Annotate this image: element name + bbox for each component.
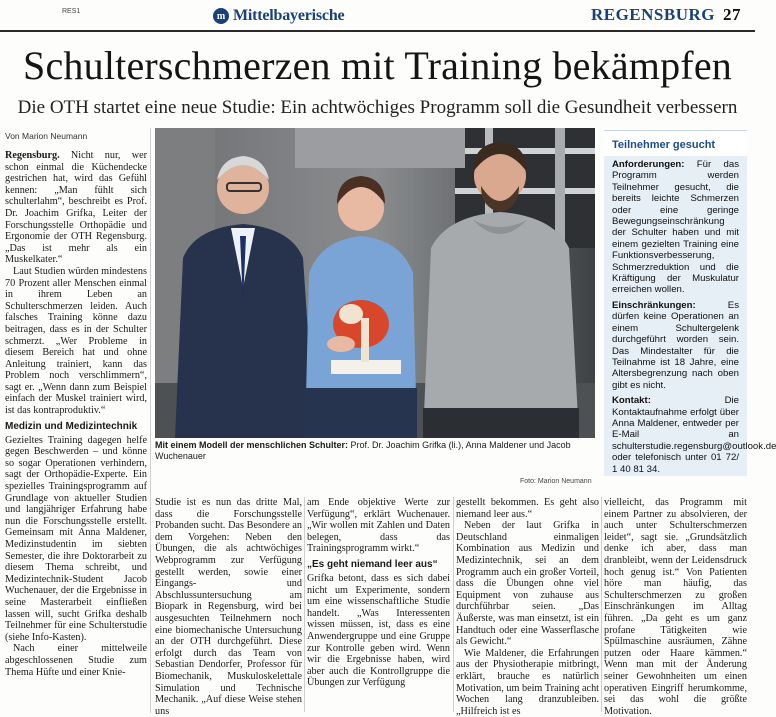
ressort-name: REGENSBURG — [590, 5, 715, 24]
subheadline: Die OTH startet eine neue Studie: Ein achtwöchiges Programm soll die Gesundheit verbessern — [17, 97, 738, 118]
paragraph: vielleicht, das Programm mit einem Partner zu absolvieren, der auch unter Schulterschmerzen leidet“, sagt sie. „Grundsätzlich denke ich aber, dass man dranbleibt, wenn der Leidensdruck hoch genug ist.“ Von Patienten höre man häufig, das Schulterschmerzen zu großen Einschränkungen im Alltag führen. „Da geht es um ganz profane Tätigkeiten wie Spülmaschine ausräumen, Zähne putzen oder Haare kämmen.“ Wenn man mit der Änderung seiner Gewohnheiten um einen operativen Eingriff herumkomme, sei das wohl die größte Motivation. — [604, 497, 747, 717]
paragraph: am Ende objektive Werte zur Verfügung“, erklärt Wuchenauer. „Wir wollen mit Zahlen und Daten belegen, dass das Trainingsprogramm wirkt.“ — [307, 497, 450, 555]
newspaper-logo — [213, 7, 344, 25]
photo-caption — [155, 440, 595, 462]
logo-mark-icon: m — [213, 8, 229, 24]
subhead: Medizin und Medizintechnik — [5, 420, 138, 432]
header-rule — [0, 30, 755, 32]
paragraph-text: Nicht nur, wer schon einmal die Küchendecke gestrichen hat, wird das Gefühl kennen: „Man fühlt sich schulterlahm“, beschreibt es Prof. Dr. Joachim Grifka, Leiter der Forschungsstelle Orthopädie und Ergonomie der OTH Regensburg. „Das ist mehr als ein Muskelkater.“ — [5, 150, 147, 266]
paragraph: Laut Studien würden mindestens 70 Prozent aller Menschen einmal in ihrem Leben an Schulterschmerzen leiden. Auch falsches Training könne dazu beitragen, dass es in der Schulter schmerzt. „Wer Probleme in diesem Bereich hat und ohne Anleitung trainiert, kann das Problem noch verschlimmern“, sagt er. „Wenn dann zum Beispiel einfach der Muskel trainiert wird, ist das kontraproduktiv.“ — [5, 265, 147, 417]
article-column-5 — [604, 497, 747, 717]
info-text: Es dürfen keine Operationen an einem Schultergelenk durchgeführt worden sein. Das Mindestalter für die Teilnahme ist 18 Jahre, eine Altersbegrenzung nach oben gibt es nicht. — [612, 299, 739, 391]
paragraph: Grifka betont, dass es sich dabei nicht um Experimente, sondern um eine wissenschaftliche Studie handelt. „Was Interessenten wissen müssen, ist, dass es eine Anwendergruppe und eine Gruppe zur Kontrolle geben wird. Wenn wir die Ergebnisse haben, wird aber auch die Kontrollgruppe die Übungen zur Verfügung — [307, 572, 450, 689]
photo-illustration — [155, 128, 595, 438]
info-restrictions — [612, 300, 739, 391]
paragraph: Neben der laut Grifka in Deutschland einmaligen Kombination aus Medizin und Medizintechnik, sei an dem Programm auch ein großer Vorteil, dass die Übungen ohne viel Equipment von zuhause aus durchführbar seien. „Das Äußerste, was man einsetzt, ist ein Handtuch oder eine Wasserflasche als Gewicht.“ — [456, 520, 599, 648]
info-label: Kontakt: — [612, 395, 651, 407]
paragraph: gestellt bekommen. Es geht also niemand leer aus.“ — [456, 497, 599, 520]
info-label: Anforderungen: — [612, 159, 685, 170]
info-label: Einschränkungen: — [612, 299, 696, 311]
paragraph: Nach einer mittelweile abgeschlossenen Studie zum Thema Hüfte und einer Knie- — [5, 643, 147, 678]
article-column-4 — [456, 497, 599, 717]
info-text: Für das Programm werden Teilnehmer gesucht, die bereits leichte Schmerzen oder eine geringe Bewegungseinschränkung der Schulter haben und mit einem gezielten Training eine Funktionsverbesserung, Schmerzreduktion und die Kräftigung der Muskulatur erreichen wollen. — [612, 159, 739, 296]
info-text: Die Kontaktaufnahme erfolgt über Anna Maldener, entweder per E-Mail an schulterstudie.regensburg@outlook.de oder telefonisch unter 01 72/ 1 40 81 34. — [612, 395, 776, 475]
info-contact — [612, 395, 776, 475]
column-divider — [304, 497, 305, 712]
headline: Schulterschmerzen mit Training bekämpfen — [23, 43, 732, 88]
subhead: „Es geht niemand leer aus“ — [307, 558, 438, 570]
info-box — [604, 130, 776, 476]
article-column-3 — [307, 497, 450, 712]
paragraph: Wie Maldener, die Erfahrungen aus der Physiotherapie mitbringt, erklärt, brauche es natürlich Motivation, um beim Training acht Wochen lang dranzubleiben. „Hilfreich ist es — [456, 647, 599, 717]
paragraph: Gezieltes Training dagegen helfe gegen Beschwerden – und könne so sogar Operationen verhindern, sagt der Orthopädie-Experte. Ein spezielles Trainingsprogramm auf Grundlage von aktueller Studien und langjähriger Erfahrung habe nun die Forschungsstelle erstellt. Gemeinsam mit Anna Maldener, Medizinstudentin im siebten Semester, die ihre Doktorarbeit zu diesem Thema schreibt, und Medizintechnik-Student Jacob Wuchenauer, der die Ergebnisse in seine Masterarbeit einfließen lassen will, sucht Grifka deshalb Teilnehmer für eine Schulterstudie (siehe Info-Kasten). — [5, 434, 147, 643]
edition-code: RES1 — [62, 8, 81, 15]
dateline: Regensburg. — [5, 150, 60, 161]
caption-lead: Mit einem Modell der menschlichen Schulter: — [155, 440, 349, 450]
article-column-1 — [5, 150, 147, 710]
column-divider — [601, 497, 602, 712]
paragraph — [5, 150, 147, 266]
info-box-body — [604, 156, 776, 475]
info-requirements — [612, 159, 739, 296]
caption-text: Prof. Dr. Joachim Grifka (li.), Anna Maldener und Jacob Wuchenauer — [155, 440, 571, 461]
author-line: Von Marion Neumann — [5, 131, 88, 141]
article-column-2 — [155, 497, 302, 717]
paragraph: Studie ist es nun das dritte Mal, dass die Forschungsstelle Probanden sucht. Das Besondere an dem Vorgehen: Neben den Übungen, die als achtwöchiges Webprogramm zur Verfügung gestellt werden, sowie einer Eingangs- und Abschlussuntersuchung am Biopark in Regensburg, wird bei ausgesuchten Teilnehmern noch eine biomechanische Untersuchung an der OTH durchgeführt. Diese erfolgt durch das Team von Sebastian Dendorfer, Professor für Biomechanik, Muskuloskelettale Simulation und Technische Mechanik. „Auf diese Weise stehen uns — [155, 497, 302, 717]
ressort-label — [591, 5, 741, 25]
column-divider — [453, 497, 454, 712]
photo-credit: Foto: Marion Neumann — [520, 478, 592, 485]
logo-text: Mittelbayerische — [233, 7, 345, 24]
info-box-title: Teilnehmer gesucht — [604, 130, 747, 156]
column-divider — [150, 128, 151, 713]
page-number: 27 — [723, 5, 741, 24]
article-photo — [155, 128, 595, 438]
